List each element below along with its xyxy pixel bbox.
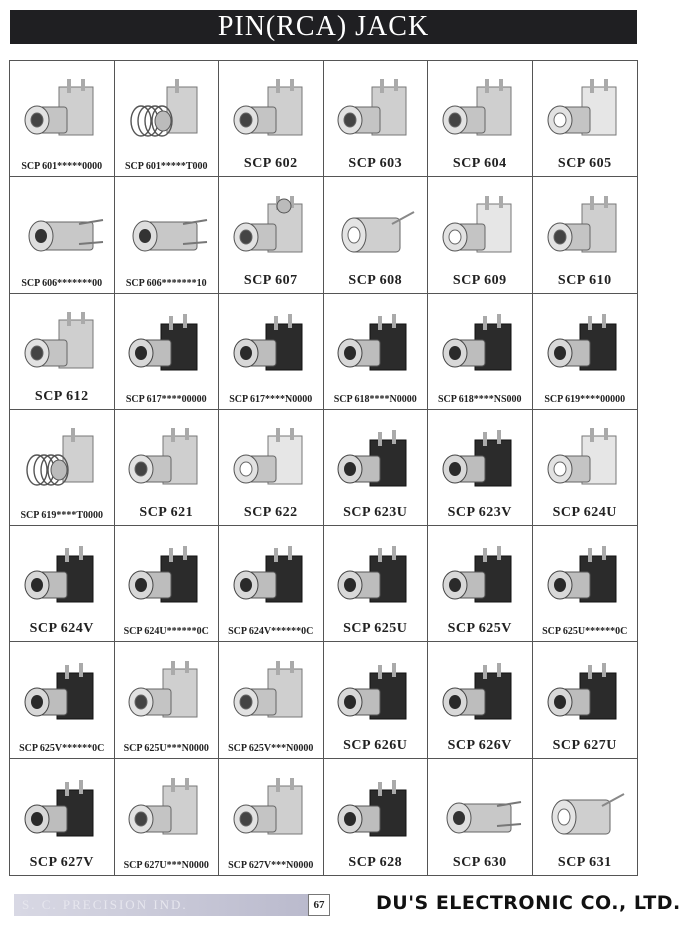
product-label: SCP 625V***N0000 (228, 742, 314, 754)
product-label: SCP 627U***N0000 (123, 859, 209, 871)
product-label: SCP 628 (348, 854, 403, 870)
product-cell (10, 61, 115, 177)
product-cell (324, 642, 429, 758)
product-cell (219, 526, 324, 642)
product-label: SCP 608 (348, 272, 403, 288)
product-label: SCP 606*******00 (21, 277, 103, 289)
product-cell (219, 759, 324, 875)
rca-jack-illustration (228, 77, 314, 155)
product-label: SCP 603 (348, 156, 403, 172)
page-number: 67 (308, 894, 330, 916)
footer-watermark-band (14, 894, 322, 916)
product-label: SCP 621 (139, 505, 194, 521)
product-cell (324, 759, 429, 875)
product-cell (219, 410, 324, 526)
product-label: SCP 624V (29, 621, 94, 637)
product-cell (115, 294, 220, 410)
rca-jack-illustration (437, 542, 523, 620)
product-cell (10, 410, 115, 526)
rca-jack-illustration (437, 194, 523, 272)
product-grid (9, 60, 638, 876)
product-label: SCP 625U******0C (542, 626, 628, 638)
rca-jack-illustration (123, 542, 209, 620)
product-label: SCP 630 (452, 854, 507, 870)
product-label: SCP 625V (447, 621, 512, 637)
product-label: SCP 627V***N0000 (228, 859, 314, 871)
product-label: SCP 618****N0000 (333, 393, 417, 405)
rca-jack-illustration (542, 77, 628, 155)
product-label: SCP 610 (557, 272, 612, 288)
product-label: SCP 626V (447, 737, 512, 753)
rca-jack-illustration (542, 194, 628, 272)
rca-jack-illustration (437, 776, 523, 854)
rca-jack-illustration (123, 776, 209, 854)
rca-jack-illustration (19, 659, 105, 737)
product-cell (324, 61, 429, 177)
product-cell (533, 759, 638, 875)
rca-jack-illustration (542, 426, 628, 504)
rca-jack-illustration (437, 310, 523, 388)
product-cell (428, 294, 533, 410)
product-cell (428, 759, 533, 875)
product-label: SCP 617****00000 (125, 393, 207, 405)
product-label: SCP 601*****T000 (124, 161, 208, 173)
product-cell (533, 410, 638, 526)
product-label: SCP 606*******10 (125, 277, 207, 289)
product-label: SCP 618****NS000 (437, 393, 522, 405)
page-footer (0, 890, 681, 920)
product-label: SCP 625U (343, 621, 408, 637)
product-cell (115, 526, 220, 642)
product-label: SCP 602 (243, 156, 298, 172)
company-name: DU'S ELECTRONIC CO., LTD. (376, 892, 681, 914)
product-cell (324, 294, 429, 410)
product-label: SCP 619****T0000 (20, 510, 103, 522)
rca-jack-illustration (332, 542, 418, 620)
product-cell (115, 410, 220, 526)
rca-jack-illustration (332, 310, 418, 388)
rca-jack-illustration (332, 426, 418, 504)
rca-jack-illustration (19, 77, 105, 155)
rca-jack-illustration (123, 310, 209, 388)
rca-jack-illustration (228, 310, 314, 388)
page-title-bar (10, 10, 637, 44)
rca-jack-illustration (19, 194, 105, 272)
rca-jack-illustration (542, 310, 628, 388)
product-label: SCP 604 (452, 156, 507, 172)
product-label: SCP 605 (557, 156, 612, 172)
product-cell (428, 61, 533, 177)
product-cell (115, 759, 220, 875)
product-cell (533, 61, 638, 177)
product-label: SCP 626U (343, 737, 408, 753)
rca-jack-illustration (19, 542, 105, 620)
product-cell (219, 177, 324, 293)
rca-jack-illustration (123, 426, 209, 504)
rca-jack-illustration (228, 776, 314, 854)
product-cell (533, 526, 638, 642)
product-cell (533, 642, 638, 758)
product-label: SCP 619****00000 (544, 393, 626, 405)
rca-jack-illustration (228, 659, 314, 737)
rca-jack-illustration (437, 659, 523, 737)
product-label: SCP 622 (243, 505, 298, 521)
product-cell (324, 177, 429, 293)
product-label: SCP 617****N0000 (229, 393, 313, 405)
rca-jack-illustration (228, 194, 314, 272)
rca-jack-illustration (542, 776, 628, 854)
product-cell (533, 177, 638, 293)
rca-jack-illustration (437, 426, 523, 504)
rca-jack-illustration (437, 77, 523, 155)
rca-jack-illustration (19, 426, 105, 504)
rca-jack-illustration (19, 310, 105, 388)
rca-jack-illustration (332, 77, 418, 155)
product-label: SCP 623U (343, 505, 408, 521)
product-label: SCP 607 (243, 272, 298, 288)
product-label: SCP 625U***N0000 (123, 742, 209, 754)
product-cell (428, 410, 533, 526)
rca-jack-illustration (332, 776, 418, 854)
product-cell (115, 177, 220, 293)
rca-jack-illustration (332, 194, 418, 272)
product-cell (428, 177, 533, 293)
product-label: SCP 624U******0C (123, 626, 209, 638)
rca-jack-illustration (123, 194, 209, 272)
footer-watermark: S. C. PRECISION IND. (22, 897, 188, 912)
product-cell (10, 759, 115, 875)
product-cell (324, 526, 429, 642)
product-label: SCP 612 (34, 388, 89, 404)
product-cell (115, 642, 220, 758)
product-cell (219, 642, 324, 758)
product-cell (428, 642, 533, 758)
product-label: SCP 627V (29, 854, 94, 870)
rca-jack-illustration (332, 659, 418, 737)
rca-jack-illustration (19, 776, 105, 854)
product-label: SCP 609 (452, 272, 507, 288)
product-cell (533, 294, 638, 410)
product-label: SCP 623V (447, 505, 512, 521)
product-cell (10, 294, 115, 410)
product-cell (10, 526, 115, 642)
product-label: SCP 624V******0C (228, 626, 314, 638)
product-cell (115, 61, 220, 177)
rca-jack-illustration (123, 659, 209, 737)
product-cell (219, 61, 324, 177)
rca-jack-illustration (542, 659, 628, 737)
product-label: SCP 601*****0000 (21, 161, 103, 173)
page-title: PIN(RCA) JACK (217, 11, 430, 42)
product-cell (10, 177, 115, 293)
rca-jack-illustration (228, 426, 314, 504)
rca-jack-illustration (228, 542, 314, 620)
rca-jack-illustration (123, 77, 209, 155)
product-label: SCP 631 (557, 854, 612, 870)
rca-jack-illustration (542, 542, 628, 620)
product-label: SCP 624U (552, 505, 617, 521)
product-cell (324, 410, 429, 526)
product-cell (219, 294, 324, 410)
product-cell (428, 526, 533, 642)
product-cell (10, 642, 115, 758)
product-label: SCP 627U (552, 737, 617, 753)
product-label: SCP 625V******0C (19, 742, 105, 754)
